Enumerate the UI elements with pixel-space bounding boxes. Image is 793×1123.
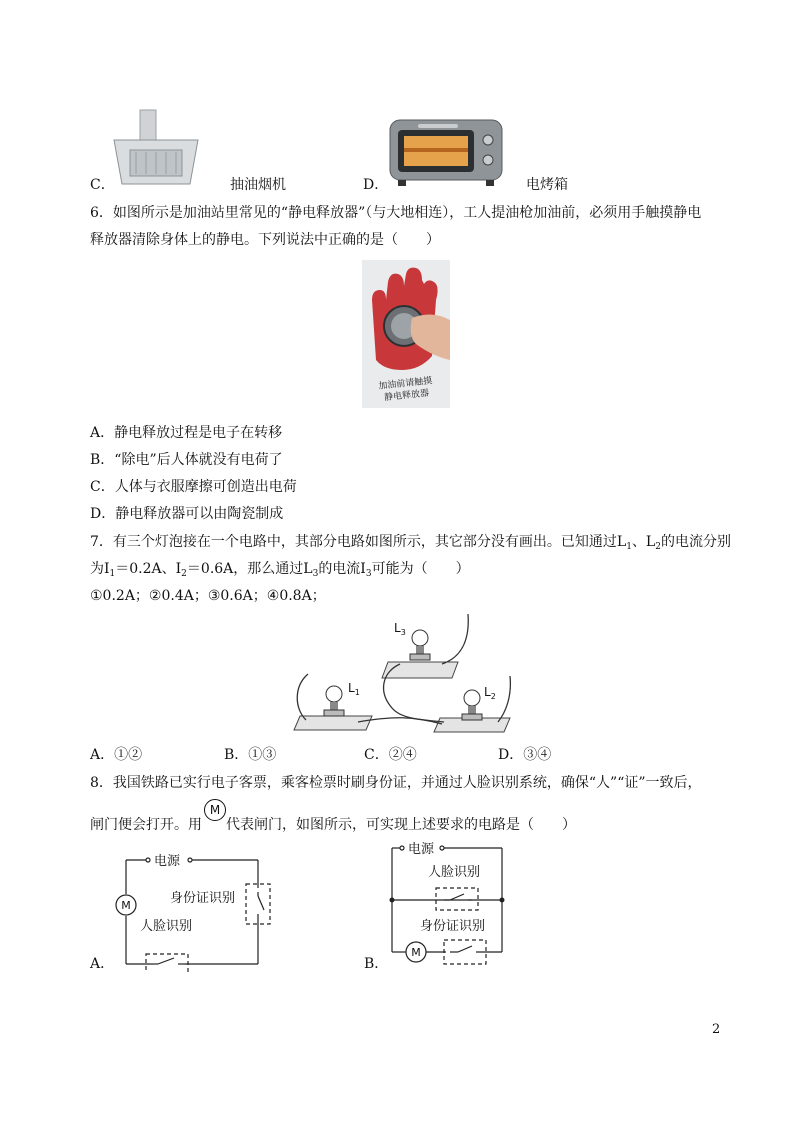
q7-option-c: C．②④	[364, 747, 417, 763]
svg-text:L2: $L_2$	[484, 685, 496, 701]
q5-option-d-label: 电烤箱	[526, 177, 568, 193]
q5-option-c-label: 抽油烟机	[230, 177, 286, 193]
circuit-b-letter: B．	[364, 956, 389, 972]
q6-option-d: D．静电释放器可以由陶瓷制成	[90, 506, 284, 522]
circuit-b-figure	[384, 838, 514, 972]
q6-option-b: B．“除电”后人体就没有电荷了	[90, 452, 283, 468]
q6-stem-line2: 释放器清除身体上的静电。下列说法中正确的是（ ）	[90, 232, 440, 248]
q6-stem-line1: 6．如图所示是加油站里常见的“静电释放器”（与大地相连），工人提油枪加油前，必须用手触摸静电	[90, 205, 702, 221]
three-lamp-circuit-figure	[292, 612, 520, 744]
page-number: 2	[712, 1022, 721, 1037]
circuit-b-face-switch-label: 人脸识别	[428, 865, 481, 880]
q7-current-choices: ①0.2A；②0.4A；③0.6A；④0.8A；	[90, 588, 326, 604]
q8-stem-line1: 8．我国铁路已实行电子客票，乘客检票时刷身份证，并通过人脸识别系统，确保“人”“证”一致后，	[90, 775, 702, 791]
q7-stem-line1: 7．有三个灯泡接在一个电路中，其部分电路如图所示，其它部分没有画出。已知通过$L_1$、$L_2$的电流分别	[90, 534, 731, 552]
q7-option-a: A．①②	[90, 747, 143, 763]
q8-stem-line2: 闸门便会打开。用 M 代表闸门，如图所示，可实现上述要求的电路是（ ）	[90, 811, 576, 834]
svg-text:L3: $L_3$	[394, 621, 406, 637]
range-hood-image	[110, 108, 202, 186]
q6-option-c: C．人体与衣服摩擦可创造出电荷	[90, 479, 297, 495]
circuit-a-id-switch-label: 身份证识别	[170, 891, 236, 906]
static-discharger-photo	[362, 260, 450, 408]
circuit-a-figure	[108, 850, 278, 972]
circuit-a-letter: A．	[90, 956, 115, 972]
toaster-oven-image	[388, 116, 506, 190]
circuit-b-id-switch-label: 身份证识别	[420, 919, 486, 934]
q6-option-a: A．静电释放过程是电子在转移	[90, 425, 283, 441]
circuit-a-face-switch-label: 人脸识别	[140, 919, 193, 934]
photo-caption-line1: 加油前请触摸	[377, 376, 433, 392]
q7-option-d: D．③④	[498, 747, 552, 763]
svg-text:L1: $L_1$	[348, 681, 360, 697]
circuit-a-power-label: 电源	[154, 854, 181, 869]
q5-option-d-letter: D．	[363, 177, 389, 193]
q5-option-c-letter: C．	[90, 177, 115, 193]
circuit-a-motor-label: M	[121, 899, 131, 912]
circuit-b-motor-label: M	[411, 946, 421, 959]
motor-symbol-icon: M	[202, 811, 226, 829]
q7-stem-line2: 为$I_1=0.2A$、$I_2=0.6A$，那么通过$L_3$的电流$I_3$可能为（ ）	[90, 561, 470, 579]
q7-option-b: B．①③	[224, 747, 277, 763]
photo-caption-line2: 静电释放器	[383, 388, 430, 404]
circuit-b-power-label: 电源	[408, 842, 435, 857]
